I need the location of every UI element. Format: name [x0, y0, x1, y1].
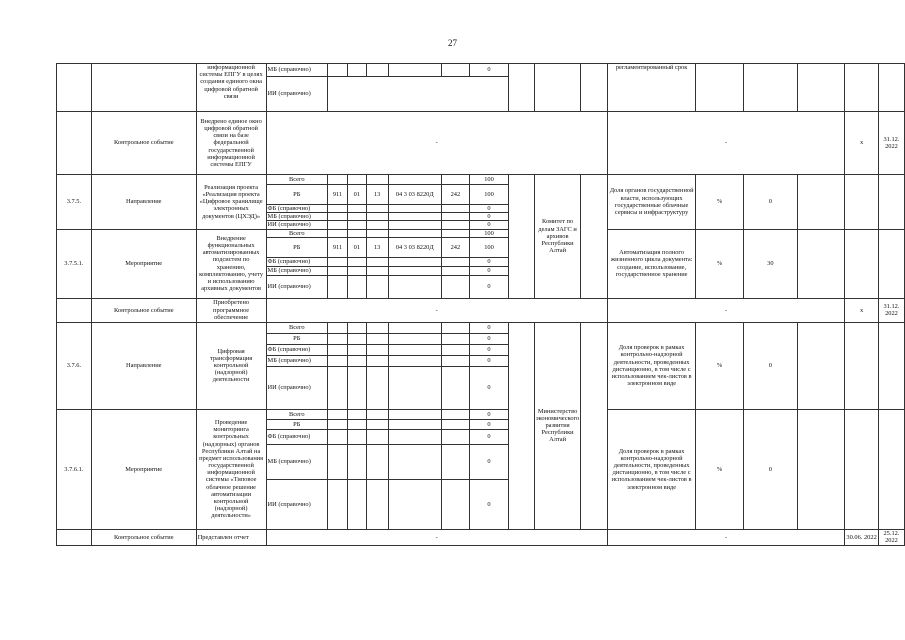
funding-amount: 0	[469, 429, 509, 444]
kbk-csr	[388, 344, 441, 355]
program-table	[56, 63, 905, 546]
funding-amount: 0	[469, 366, 509, 409]
spacer-cell	[581, 64, 608, 112]
kbk-rz	[347, 344, 366, 355]
start-date	[845, 409, 879, 529]
funding-source: ИИ (справочно)	[266, 77, 328, 112]
kbk-grbs	[328, 322, 348, 333]
kbk-rz	[347, 229, 366, 237]
row-number-cell	[57, 64, 92, 112]
kbk-vr	[442, 221, 470, 229]
dash-cell: -	[266, 112, 607, 175]
funding-amount: 0	[469, 213, 509, 221]
indicator-unit: %	[696, 322, 743, 409]
kbk-rz: 01	[347, 185, 366, 205]
kbk-csr	[388, 429, 441, 444]
executor: Комитет по делам ЗАГС и архивов Республики Алтай	[534, 175, 580, 299]
kbk-vr	[442, 409, 470, 419]
kbk-vr: 242	[442, 237, 470, 257]
kbk-rz	[347, 322, 366, 333]
kbk-vr: 242	[442, 185, 470, 205]
funding-amount: 0	[469, 266, 509, 275]
direction-description: Цифровая трансформация контрольной (надзорной) деятельности	[196, 322, 266, 409]
kbk-csr	[388, 213, 441, 221]
row-type: Контрольное событие	[91, 298, 196, 322]
kbk-pr	[366, 344, 388, 355]
funding-empty	[328, 77, 509, 112]
funding-source: ИИ (справочно)	[266, 275, 328, 298]
kbk-csr	[388, 444, 441, 479]
row-number: 3.7.5.1.	[57, 229, 92, 298]
funding-amount: 0	[469, 257, 509, 266]
activity-description: Внедрение функциональных автоматизированных подсистем по хранению, комплектованию, учету и использованию архивных документов	[196, 229, 266, 298]
kbk-vr	[442, 419, 470, 429]
spacer-cell	[581, 322, 608, 529]
funding-source: Всего	[266, 229, 328, 237]
kbk-csr: 04 3 03 8220Д	[388, 185, 441, 205]
funding-source: МБ (справочно)	[266, 213, 328, 221]
kbk-grbs	[328, 479, 348, 529]
kbk-csr	[388, 266, 441, 275]
funding-amount: 100	[469, 237, 509, 257]
funding-source: РБ	[266, 185, 328, 205]
kbk-csr	[388, 205, 441, 213]
kbk-rz	[347, 429, 366, 444]
funding-amount: 0	[469, 64, 509, 77]
kbk-rz	[347, 419, 366, 429]
kbk-rz	[347, 479, 366, 529]
spacer-cell	[581, 175, 608, 299]
kbk-csr	[388, 275, 441, 298]
indicator-name: Доля проверок в рамках контрольно-надзорной деятельности, проведенных дистанционно, в том числе с использованием чек-листов в электронном виде	[607, 409, 696, 529]
kbk-pr	[366, 479, 388, 529]
kbk-pr	[366, 229, 388, 237]
funding-source: ИИ (справочно)	[266, 479, 328, 529]
kbk-rz	[347, 266, 366, 275]
indicator-name: Доля органов государственной власти, использующих государственные облачные сервисы и инфраструктуру	[607, 175, 696, 230]
page-number: 27	[448, 38, 457, 48]
kbk-vr	[442, 479, 470, 529]
indicator-value: 30	[743, 229, 797, 298]
kbk-pr	[366, 419, 388, 429]
kbk-vr	[442, 213, 470, 221]
end-date: 25.12. 2022	[878, 529, 904, 545]
funding-amount: 0	[469, 355, 509, 366]
start-date	[845, 175, 879, 230]
kbk-rz	[347, 275, 366, 298]
funding-source: ФБ (справочно)	[266, 344, 328, 355]
kbk-pr	[366, 355, 388, 366]
kbk-pr	[366, 205, 388, 213]
kbk-grbs	[328, 429, 348, 444]
funding-amount: 0	[469, 333, 509, 344]
kbk-csr	[388, 419, 441, 429]
kbk-pr	[366, 444, 388, 479]
spacer-cell	[797, 64, 844, 112]
spacer-cell	[797, 322, 844, 409]
funding-amount: 0	[469, 275, 509, 298]
kbk-vr	[442, 355, 470, 366]
funding-source: ИИ (справочно)	[266, 221, 328, 229]
end-date: 31.12. 2022	[878, 112, 904, 175]
funding-amount: 0	[469, 409, 509, 419]
kbk-pr	[366, 221, 388, 229]
kbk-rz	[347, 257, 366, 266]
funding-amount: 100	[469, 185, 509, 205]
kbk-rz	[347, 221, 366, 229]
kbk-vr	[442, 257, 470, 266]
kbk-pr	[366, 213, 388, 221]
kbk-grbs	[328, 444, 348, 479]
kbk-rz	[347, 409, 366, 419]
kbk-pr: 13	[366, 185, 388, 205]
kbk-grbs	[328, 409, 348, 419]
kbk-vr	[442, 444, 470, 479]
kbk-vr	[442, 229, 470, 237]
end-date	[878, 175, 904, 230]
kbk-rz	[347, 366, 366, 409]
funding-amount: 0	[469, 444, 509, 479]
kbk-pr	[366, 322, 388, 333]
row-type: Направление	[91, 175, 196, 230]
kbk-pr	[366, 429, 388, 444]
dash-cell: -	[607, 529, 844, 545]
kbk-grbs: 911	[328, 237, 348, 257]
spacer-cell	[797, 175, 844, 230]
start-date: x	[845, 298, 879, 322]
kbk-vr	[442, 366, 470, 409]
kbk-grbs	[328, 257, 348, 266]
kbk-csr	[388, 175, 441, 185]
executor-cell	[534, 64, 580, 112]
kbk-csr	[388, 221, 441, 229]
kbk-grbs	[328, 64, 348, 77]
row-number: 3.7.6.	[57, 322, 92, 409]
kbk-grbs	[328, 213, 348, 221]
row-type: Контрольное событие	[91, 529, 196, 545]
funding-source: ФБ (справочно)	[266, 429, 328, 444]
row-number: 3.7.5.	[57, 175, 92, 230]
activity-description: Проведение мониторинга контрольных (надзорных) органов Республики Алтай на предмет использования государственной информационной системы «Типовое облачное решение автоматизации контрольной (надзорной) деятельности»	[196, 409, 266, 529]
funding-source: ФБ (справочно)	[266, 205, 328, 213]
row-number-cell	[57, 112, 92, 175]
dash-cell: -	[607, 298, 844, 322]
event-description: Внедрено единое окно цифровой обратной связи на базе федеральной государственной информационной системы ЕПГУ	[196, 112, 266, 175]
funding-amount: 0	[469, 221, 509, 229]
kbk-csr	[388, 479, 441, 529]
dash-cell: -	[266, 298, 607, 322]
row-type: Мероприятие	[91, 409, 196, 529]
end-date	[878, 409, 904, 529]
row-type: Контрольное событие	[91, 112, 196, 175]
row-number-cell	[57, 529, 92, 545]
funding-amount: 100	[469, 229, 509, 237]
kbk-csr	[388, 322, 441, 333]
kbk-rz	[347, 213, 366, 221]
funding-source: РБ	[266, 237, 328, 257]
kbk-csr	[388, 409, 441, 419]
spacer-cell	[509, 322, 535, 529]
event-description: Приобретено программное обеспечение	[196, 298, 266, 322]
indicator-unit: %	[696, 175, 743, 230]
direction-description: Реализация проекта «Реализация проекта «Цифровое хранилище электронных документов (ЦХЭД)»	[196, 175, 266, 230]
row-type-cell	[91, 64, 196, 112]
kbk-grbs	[328, 366, 348, 409]
spacer-cell	[797, 409, 844, 529]
kbk-pr	[366, 64, 388, 77]
funding-source: ИИ (справочно)	[266, 366, 328, 409]
event-description: Представлен отчет	[196, 529, 266, 545]
funding-amount: 0	[469, 205, 509, 213]
kbk-grbs	[328, 229, 348, 237]
funding-amount: 0	[469, 419, 509, 429]
row-type: Направление	[91, 322, 196, 409]
funding-amount: 0	[469, 479, 509, 529]
kbk-grbs	[328, 344, 348, 355]
end-date	[878, 64, 904, 112]
kbk-pr	[366, 366, 388, 409]
funding-amount: 100	[469, 175, 509, 185]
kbk-grbs	[328, 333, 348, 344]
start-date	[845, 322, 879, 409]
funding-source: МБ (справочно)	[266, 266, 328, 275]
row-number-cell	[57, 298, 92, 322]
kbk-pr: 13	[366, 237, 388, 257]
kbk-csr	[388, 64, 441, 77]
goal-description: информационной системы ЕПГУ в целях создания единого окна цифровой обратной связи	[196, 64, 266, 112]
end-date	[878, 322, 904, 409]
funding-source: Всего	[266, 322, 328, 333]
funding-source: ФБ (справочно)	[266, 257, 328, 266]
kbk-vr	[442, 344, 470, 355]
kbk-pr	[366, 175, 388, 185]
indicator-unit	[696, 64, 743, 112]
indicator-name: Доля проверок в рамках контрольно-надзорной деятельности, проведенных дистанционно, в том числе с использованием чек-листов в электронном виде	[607, 322, 696, 409]
kbk-vr	[442, 322, 470, 333]
start-date	[845, 229, 879, 298]
spacer-cell	[797, 229, 844, 298]
end-date	[878, 229, 904, 298]
funding-amount: 0	[469, 322, 509, 333]
end-date: 31.12. 2022	[878, 298, 904, 322]
funding-source: МБ (справочно)	[266, 64, 328, 77]
funding-source: РБ	[266, 333, 328, 344]
kbk-pr	[366, 275, 388, 298]
kbk-grbs	[328, 266, 348, 275]
start-date: x	[845, 112, 879, 175]
kbk-csr: 04 3 03 8220Д	[388, 237, 441, 257]
funding-source: РБ	[266, 419, 328, 429]
row-type: Мероприятие	[91, 229, 196, 298]
kbk-pr	[366, 409, 388, 419]
kbk-grbs: 911	[328, 185, 348, 205]
kbk-csr	[388, 366, 441, 409]
indicator-value	[743, 64, 797, 112]
kbk-vr	[442, 266, 470, 275]
kbk-rz	[347, 333, 366, 344]
start-date: 30.06. 2022	[845, 529, 879, 545]
indicator-unit: %	[696, 229, 743, 298]
kbk-rz	[347, 64, 366, 77]
kbk-rz	[347, 205, 366, 213]
start-date	[845, 64, 879, 112]
dash-cell: -	[607, 112, 844, 175]
kbk-pr	[366, 333, 388, 344]
kbk-vr	[442, 175, 470, 185]
spacer-cell	[509, 64, 535, 112]
kbk-rz: 01	[347, 237, 366, 257]
kbk-grbs	[328, 275, 348, 298]
kbk-pr	[366, 266, 388, 275]
funding-source: Всего	[266, 175, 328, 185]
kbk-rz	[347, 175, 366, 185]
indicator-value: 0	[743, 409, 797, 529]
kbk-csr	[388, 355, 441, 366]
indicator-value: 0	[743, 175, 797, 230]
kbk-grbs	[328, 175, 348, 185]
kbk-csr	[388, 333, 441, 344]
kbk-grbs	[328, 419, 348, 429]
kbk-vr	[442, 275, 470, 298]
executor: Министерство экономического развития Республики Алтай	[534, 322, 580, 529]
kbk-grbs	[328, 205, 348, 213]
kbk-grbs	[328, 221, 348, 229]
kbk-csr	[388, 257, 441, 266]
funding-source: МБ (справочно)	[266, 355, 328, 366]
funding-source: МБ (справочно)	[266, 444, 328, 479]
kbk-vr	[442, 333, 470, 344]
kbk-csr	[388, 229, 441, 237]
kbk-vr	[442, 205, 470, 213]
kbk-vr	[442, 429, 470, 444]
kbk-rz	[347, 355, 366, 366]
kbk-pr	[366, 257, 388, 266]
indicator-name: Автоматизация полного жизненного цикла документа: создание, использование, государственное хранение	[607, 229, 696, 298]
kbk-rz	[347, 444, 366, 479]
funding-amount: 0	[469, 344, 509, 355]
indicator-value: 0	[743, 322, 797, 409]
row-number: 3.7.6.1.	[57, 409, 92, 529]
dash-cell: -	[266, 529, 607, 545]
indicator-name: регламентированный срок	[607, 64, 696, 112]
spacer-cell	[509, 175, 535, 299]
funding-source: Всего	[266, 409, 328, 419]
kbk-vr	[442, 64, 470, 77]
indicator-unit: %	[696, 409, 743, 529]
kbk-grbs	[328, 355, 348, 366]
